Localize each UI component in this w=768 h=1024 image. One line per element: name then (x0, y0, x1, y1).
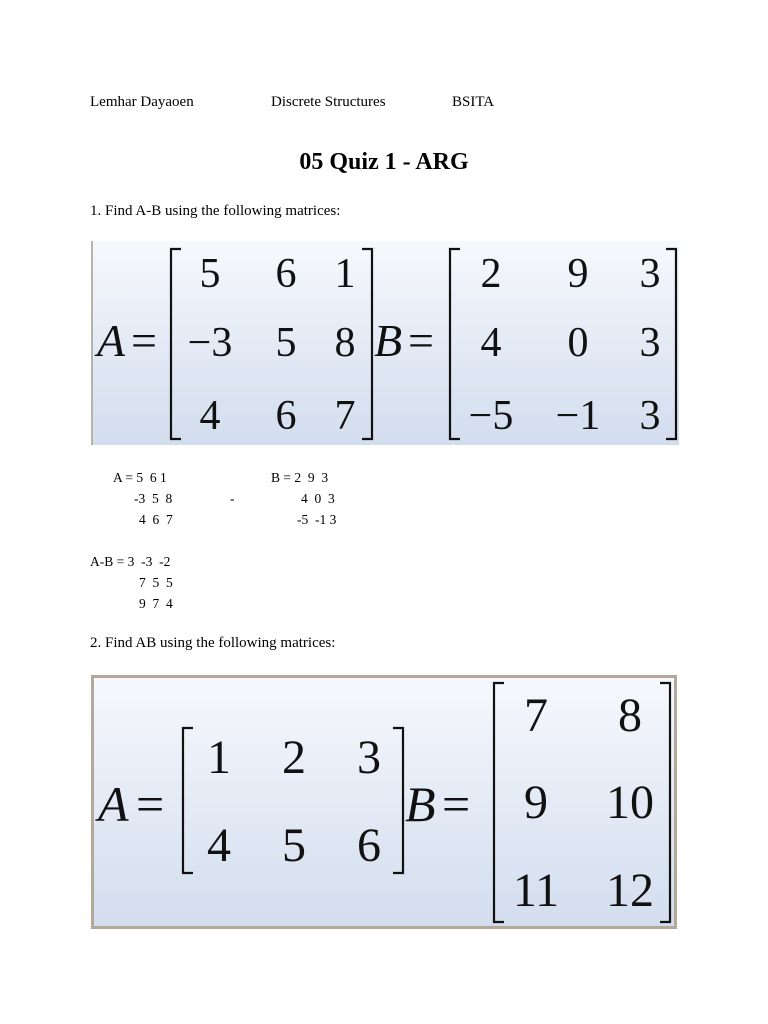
matrix-b-cell: −1 (555, 393, 601, 439)
matrix-a-equals: = (131, 315, 157, 366)
matrix-a-cell: 7 (334, 393, 356, 439)
matrix-b-left-bracket (450, 249, 460, 439)
question-1-matrix-image (91, 241, 679, 445)
work-matrix-a-row-1: A = 5 6 1 (113, 470, 167, 485)
matrix-a-label: A (97, 315, 126, 366)
matrix-a-cell: 5 (282, 819, 306, 872)
matrix-a-cell: −3 (187, 320, 233, 366)
matrix-a-cell: 5 (275, 320, 297, 366)
matrix-a-equals: = (136, 776, 165, 832)
matrix-a-left-bracket (171, 249, 181, 439)
author-name: Lemhar Dayaoen (90, 94, 194, 110)
work-matrix-a-row-2: -3 5 8 (134, 491, 173, 506)
matrix-a-cell: 6 (357, 819, 381, 872)
matrix-b-left-bracket (494, 683, 504, 922)
matrix-a-left-bracket (183, 728, 193, 873)
work-minus-operator: - (230, 491, 235, 506)
answer-row-3: 9 7 4 (139, 596, 173, 611)
question-2-matrix-image (91, 675, 677, 929)
answer-row-2: 7 5 5 (139, 575, 173, 590)
matrix-a-cell: 1 (207, 731, 231, 784)
work-matrix-b-row-1: B = 2 9 3 (271, 470, 329, 485)
matrix-b-cell: 4 (480, 320, 502, 366)
matrix-b-right-bracket (666, 249, 676, 439)
matrix-a-cell: 1 (334, 251, 356, 297)
matrix-b-cell: 12 (606, 864, 654, 917)
matrix-b-cell: 3 (639, 393, 661, 439)
page-title: 05 Quiz 1 - ARG (299, 149, 469, 175)
matrix-a-label: A (98, 776, 129, 832)
course-name: Discrete Structures (271, 94, 386, 110)
work-matrix-b-row-2: 4 0 3 (301, 491, 335, 506)
work-matrix-b-row-3: -5 -1 3 (297, 512, 337, 527)
matrix-b-cell: 10 (606, 776, 654, 829)
matrix-b-equals: = (408, 315, 434, 366)
matrix-a-right-bracket (393, 728, 403, 873)
matrix-b-equals: = (442, 776, 471, 832)
matrix-a-cell: 3 (357, 731, 381, 784)
matrix-b-right-bracket (660, 683, 670, 922)
matrix-a-cell: 2 (282, 731, 306, 784)
matrix-a-cell: 5 (199, 251, 221, 297)
matrix-a-cell: 6 (275, 251, 297, 297)
answer-row-1: A-B = 3 -3 -2 (90, 554, 171, 569)
program-name: BSITA (452, 94, 495, 110)
matrix-b-cell: 0 (567, 320, 589, 366)
matrix-b-label: B (374, 315, 403, 366)
matrix-a-cell: 4 (207, 819, 231, 872)
matrix-a-cell: 6 (275, 393, 297, 439)
matrix-b-cell: 11 (512, 864, 560, 917)
matrix-b-cell: 9 (567, 251, 589, 297)
work-matrix-a-row-3: 4 6 7 (139, 512, 173, 527)
question-1-prompt: 1. Find A-B using the following matrices: (90, 203, 341, 219)
matrix-a-cell: 8 (334, 320, 356, 366)
matrix-b-label: B (405, 776, 436, 832)
matrix-b-cell: 3 (639, 251, 661, 297)
question-2-prompt: 2. Find AB using the following matrices: (90, 635, 336, 651)
matrix-b-cell: 9 (524, 776, 548, 829)
matrix-a-right-bracket (362, 249, 372, 439)
matrix-b-cell: 2 (480, 251, 502, 297)
matrix-b-cell: 3 (639, 320, 661, 366)
matrix-b-cell: 7 (524, 689, 548, 742)
matrix-a-cell: 4 (199, 393, 221, 439)
matrix-b-cell: −5 (468, 393, 514, 439)
matrix-b-cell: 8 (618, 689, 642, 742)
